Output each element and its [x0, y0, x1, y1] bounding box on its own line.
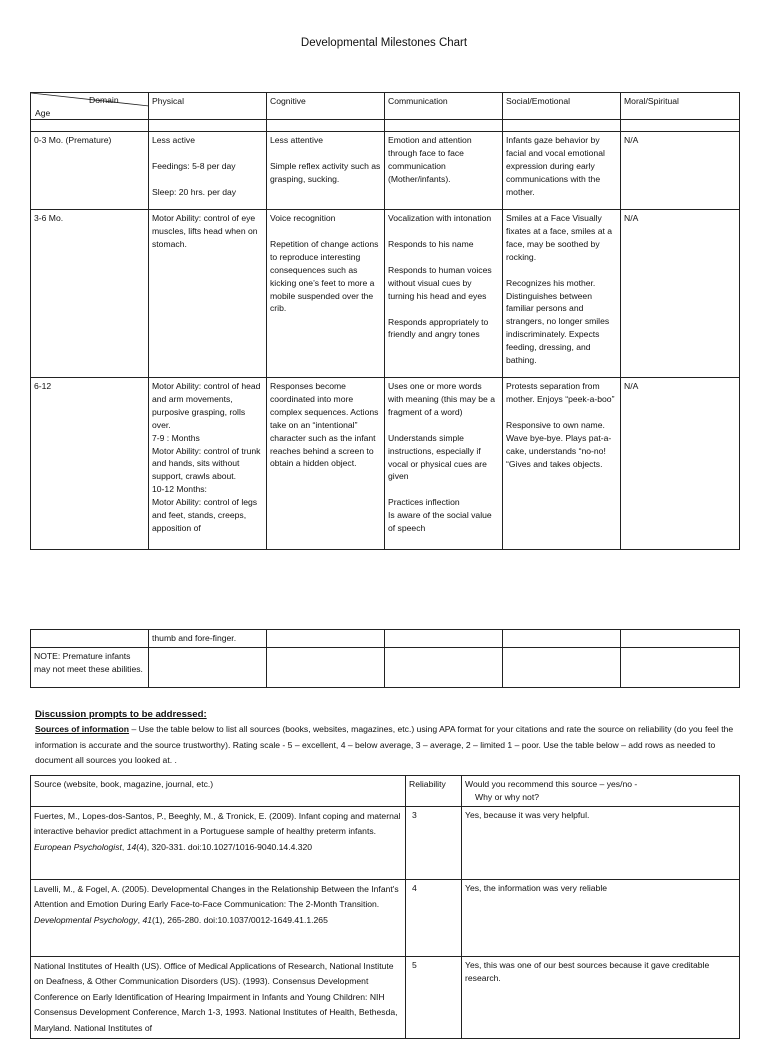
moral-cell: N/A: [621, 210, 740, 378]
source-citation: National Institutes of Health (US). Office of Medical Applications of Research, National Institute on Deafness, & Other Communication Disorders (US). (1993). Consensus Development Conference on Early Identification of Hearing Impairment in Infants and Young Children: NIH Consensus Development Conference, March 1-3, 1993. National Institutes of Health, Bethesda, Maryland. National Institutes of: [31, 956, 406, 1039]
recommendation: Yes, the information was very reliable: [462, 879, 740, 956]
header-recommend-line1: Would you recommend this source – yes/no -: [465, 779, 638, 789]
milestones-header-row: [31, 93, 740, 120]
milestones-table: [30, 92, 740, 550]
cell-text: Repetition of change actions to reproduce interesting consequences such as kicking one’s feet to more a mobile suspended over the crib.: [270, 238, 379, 314]
spacer-row: [31, 120, 740, 132]
table-row: [31, 378, 740, 550]
social-cell: [503, 378, 621, 550]
physical-cell: [149, 210, 267, 378]
source-citation: Fuertes, M., Lopes-dos-Santos, P., Beeghly, M., & Tronick, E. (2009). Infant coping and maternal interactive behavior predict attachment in a Portuguese sample of healthy preterm infants. European Psychologist, 14(4), 320-331. doi:10.1027/1016-9040.14.4.320: [31, 806, 406, 879]
communication-cell: [385, 132, 503, 210]
reliability-rating: 5: [406, 956, 462, 1039]
cognitive-cell: [267, 378, 385, 550]
cell-text: Motor Ability: control of legs and feet, stands, creeps, apposition of: [152, 497, 258, 533]
cell-text: Motor Ability: control of trunk and hands, sits without support, crawls about.: [152, 445, 261, 482]
table-row: [31, 806, 740, 879]
age-cell: 3-6 Mo.: [31, 210, 149, 378]
cell-text: Less active: [152, 135, 195, 145]
note-row: [31, 647, 740, 687]
cell-text: Smiles at a Face Visually fixates at a face, smiles at a face, may be soothed by rocking.: [506, 213, 613, 262]
cell-text: Motor Ability: control of head and arm movements, purposive grasping, rolls over.: [152, 381, 261, 430]
reliability-rating: 4: [406, 879, 462, 956]
cell-text: Emotion and attention through face to face communication (Mother/infants).: [388, 135, 472, 184]
cell-text: Recognizes his mother. Distinguishes between familiar persons and strangers, no longer smiles indiscriminately. Expects feeding, dressing, and bathing.: [506, 277, 610, 366]
page-title: Developmental Milestones Chart: [300, 37, 468, 49]
header-source: Source (website, book, magazine, journal, etc.): [31, 776, 406, 807]
cell-text: Vocalization with intonation: [388, 213, 492, 223]
prompts-heading: Discussion prompts to be addressed:: [35, 709, 207, 720]
domain-age-corner: [31, 93, 149, 120]
cell-text: 7-9 : Months: [152, 432, 200, 443]
discussion-prompts: [35, 707, 747, 769]
header-cognitive: Cognitive: [267, 93, 385, 120]
communication-cell: [385, 378, 503, 550]
cell-text: Practices inflection: [388, 497, 460, 508]
cell-text: Uses one or more words with meaning (this may be a fragment of a word): [388, 381, 495, 417]
cell-text: Simple reflex activity such as grasping, sucking.: [270, 160, 381, 184]
corner-age-label: Age: [35, 108, 51, 118]
header-recommend-line2: Why or why not?: [475, 791, 539, 802]
table-row: [31, 630, 740, 648]
cell-text: Responses become coordinated into more complex sequences. Actions take on an “intentional” character such as the infant reaches behind a screen to obtain a hidden object.: [270, 381, 379, 469]
cell-text: Responds to his name: [388, 238, 474, 249]
cell-text: Voice recognition: [270, 213, 336, 223]
cell-text: 10-12 Months:: [152, 484, 207, 495]
cell-text: Feedings: 5-8 per day: [152, 160, 236, 171]
recommendation: Yes, because it was very helpful.: [462, 806, 740, 879]
age-cell: 0-3 Mo. (Premature): [31, 132, 149, 210]
social-cell: [503, 132, 621, 210]
physical-cell: [149, 378, 267, 550]
table-row: [31, 879, 740, 956]
moral-cell: N/A: [621, 378, 740, 550]
premature-note: NOTE: Premature infants may not meet these abilities.: [31, 647, 149, 687]
cell-text: Is aware of the social value of speech: [388, 510, 492, 534]
social-cell: [503, 210, 621, 378]
recommendation: Yes, this was one of our best sources because it gave creditable research.: [462, 956, 740, 1039]
cell-text: Understands simple instructions, especially if vocal or physical cues are given: [388, 432, 487, 482]
corner-domain-label: Domain: [89, 95, 119, 105]
reliability-rating: 3: [406, 806, 462, 879]
header-physical: Physical: [149, 93, 267, 120]
physical-cell: [149, 132, 267, 210]
sources-text: – Use the table below to list all sources (books, websites, magazines, etc.) using APA format for your citations and rate the source on reliability (do you feel the information is accurate and the source trustworthy). Rating scale - 5 – excellent, 4 – below average, 3 – average, 2 – limited 1 – poor. Use the table below – add rows as needed to document all sources you looked at. .: [35, 724, 734, 766]
cell-text: Less attentive: [270, 135, 324, 145]
cell-text: Infants gaze behavior by facial and vocal emotional expression during early communications with the mother.: [506, 135, 605, 197]
milestones-table-continued: [30, 629, 740, 688]
table-row: [31, 132, 740, 210]
header-recommend: [462, 776, 740, 807]
sources-label: Sources of information: [35, 724, 130, 735]
header-communication: Communication: [385, 93, 503, 120]
sources-instructions: [35, 722, 747, 768]
table-row: [31, 210, 740, 378]
communication-cell: [385, 210, 503, 378]
cell-text: Motor Ability: control of eye muscles, lifts head when on stomach.: [152, 213, 258, 249]
sources-table: [30, 775, 740, 1039]
cell-text: Responsive to own name. Wave bye-bye. Plays pat-a-cake, understands “no-no! “Gives and takes objects.: [506, 419, 612, 469]
header-moral-spiritual: Moral/Spiritual: [621, 93, 740, 120]
header-reliability: Reliability: [406, 776, 462, 807]
table-row: [31, 956, 740, 1039]
cell-text: Protests separation from mother. Enjoys “peek-a-boo”: [506, 381, 615, 404]
source-citation: Lavelli, M., & Fogel, A. (2005). Developmental Changes in the Relationship Between the Infant's Attention and Emotion During Early Face-to-Face Communication: The 2-Month Transition. Developmental Psychology, 41(1), 265-280. doi:10.1037/0012-1649.41.1.265: [31, 879, 406, 956]
cell-text: Sleep: 20 hrs. per day: [152, 186, 237, 197]
cell-text: Responds appropriately to friendly and angry tones: [388, 316, 489, 340]
cell-text: Responds to human voices without visual cues by turning his head and eyes: [388, 264, 492, 301]
header-social-emotional: Social/Emotional: [503, 93, 621, 120]
physical-continuation-cell: thumb and fore-finger.: [149, 630, 267, 648]
age-cell: 6-12: [31, 378, 149, 550]
cognitive-cell: [267, 132, 385, 210]
moral-cell: N/A: [621, 132, 740, 210]
cognitive-cell: [267, 210, 385, 378]
sources-header-row: [31, 776, 740, 807]
